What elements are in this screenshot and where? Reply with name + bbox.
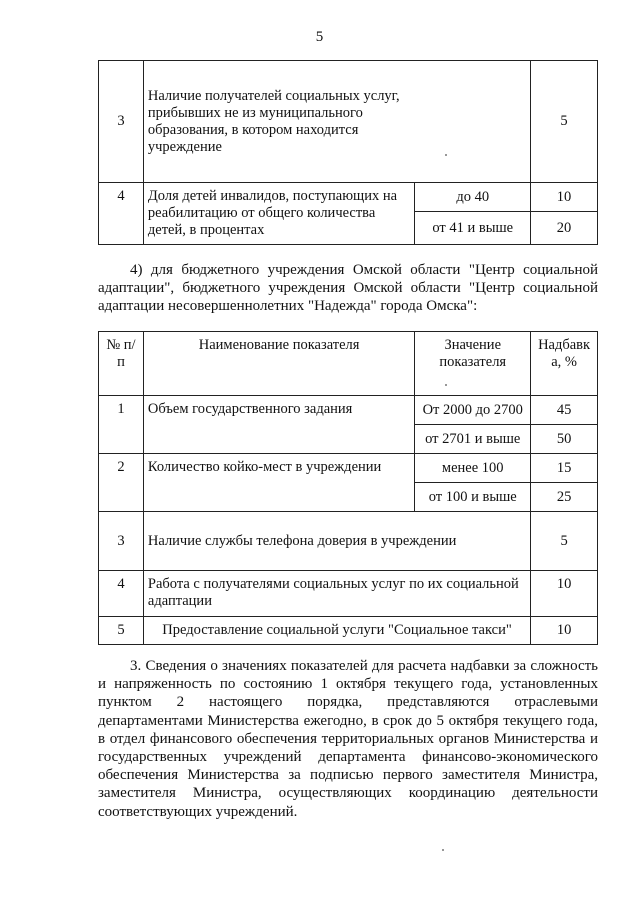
indicator-name: Наличие службы телефона доверия в учреждении xyxy=(143,512,530,571)
indicators-table-continued xyxy=(98,60,598,245)
header-bonus: Надбавка, % xyxy=(531,332,598,396)
table-row xyxy=(99,617,598,645)
header-num: № п/п xyxy=(99,332,144,396)
scan-speck xyxy=(445,384,447,386)
bonus-value: 50 xyxy=(531,425,598,454)
indicator-name: Доля детей инвалидов, поступающих на реабилитацию от общего количества детей, в процентах xyxy=(143,183,414,245)
indicators-table xyxy=(98,331,598,645)
indicator-value: от 41 и выше xyxy=(415,212,531,245)
bonus-value: 10 xyxy=(531,183,598,212)
bonus-value: 5 xyxy=(531,512,598,571)
table-row xyxy=(99,454,598,483)
indicator-value: от 100 и выше xyxy=(415,483,531,512)
indicator-name: Работа с получателями социальных услуг по их социальной адаптации xyxy=(143,571,530,617)
table-row xyxy=(99,396,598,425)
indicator-name: Объем государственного задания xyxy=(143,396,414,454)
table-header-row xyxy=(99,332,598,396)
row-number: 4 xyxy=(99,183,144,245)
bonus-value: 10 xyxy=(531,617,598,645)
section-4-heading: 4) для бюджетного учреждения Омской области "Центр социальной адаптации", бюджетного учреждения Омской области "Центр социальной адаптации несовершеннолетних "Надежда" города Омска": xyxy=(98,262,598,315)
table-row xyxy=(99,571,598,617)
indicator-value xyxy=(415,61,531,183)
indicator-value: От 2000 до 2700 xyxy=(415,396,531,425)
indicator-value: до 40 xyxy=(415,183,531,212)
row-number: 2 xyxy=(99,454,144,512)
bonus-value: 25 xyxy=(531,483,598,512)
scan-speck xyxy=(445,154,447,156)
row-number: 4 xyxy=(99,571,144,617)
bonus-value: 45 xyxy=(531,396,598,425)
indicator-value: от 2701 и выше xyxy=(415,425,531,454)
bonus-value: 10 xyxy=(531,571,598,617)
table-row xyxy=(99,61,598,183)
table-row xyxy=(99,512,598,571)
header-value: Значение показателя xyxy=(415,332,531,396)
row-number: 3 xyxy=(99,61,144,183)
page-number: 5 xyxy=(315,29,324,45)
indicator-name: Наличие получателей социальных услуг, прибывших не из муниципального образования, в котором находится учреждение xyxy=(143,61,414,183)
row-number: 3 xyxy=(99,512,144,571)
header-name: Наименование показателя xyxy=(143,332,414,396)
paragraph-3: 3. Сведения о значениях показателей для расчета надбавки за сложность и напряженность по состоянию 1 октября текущего года, установленных пунктом 2 настоящего порядка, представляются отраслевыми департаментами Министерства ежегодно, в срок до 5 октября текущего года, в отдел финансового обеспечения территориальных органов Министерства и государственных учреждений департамента финансово-экономического обеспечения Министерства за подписью первого заместителя Министра, заместителя Министра, осуществляющих координацию деятельности соответствующих учреждений. xyxy=(98,658,598,820)
bonus-value: 20 xyxy=(531,212,598,245)
row-number: 5 xyxy=(99,617,144,645)
table-row xyxy=(99,183,598,212)
bonus-value: 15 xyxy=(531,454,598,483)
scan-speck xyxy=(442,849,444,851)
indicator-name: Предоставление социальной услуги "Социальное такси" xyxy=(143,617,530,645)
bonus-value: 5 xyxy=(531,61,598,183)
indicator-value: менее 100 xyxy=(415,454,531,483)
indicator-name: Количество койко-мест в учреждении xyxy=(143,454,414,512)
row-number: 1 xyxy=(99,396,144,454)
